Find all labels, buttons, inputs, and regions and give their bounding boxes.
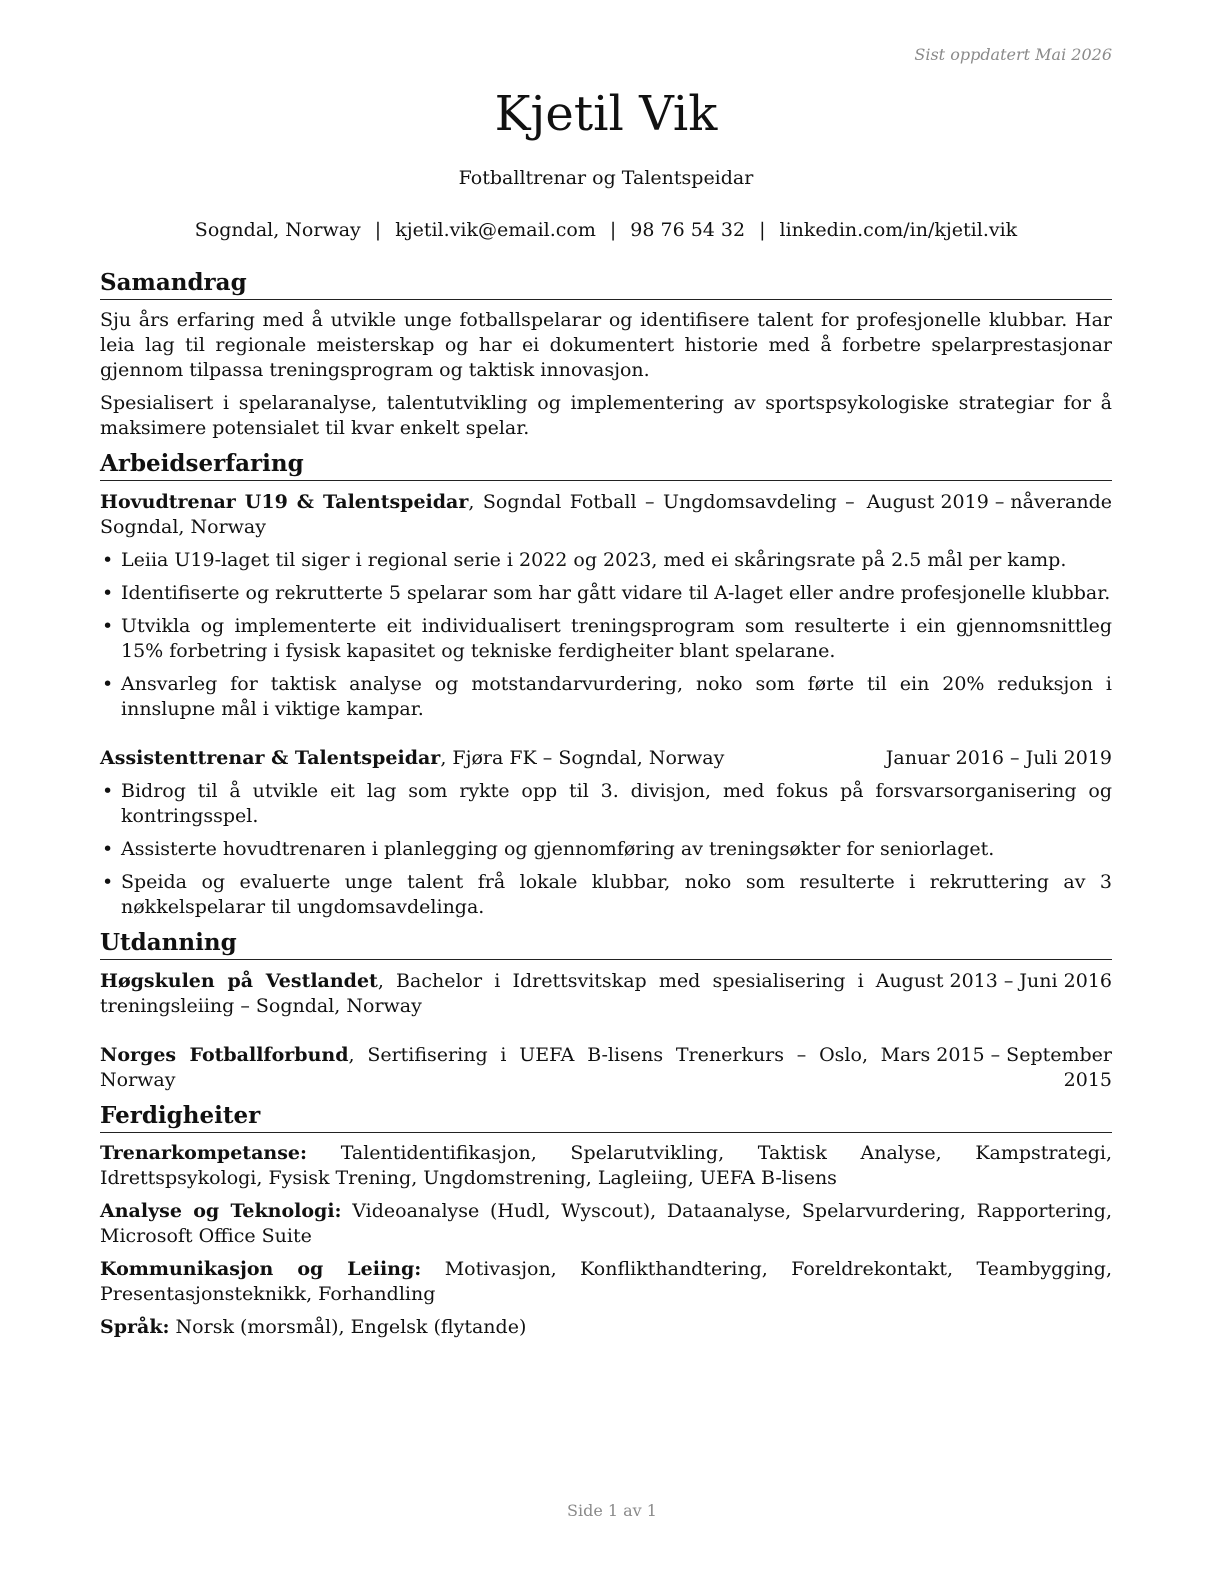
job-title-line — [100, 746, 886, 771]
skill-list: Motivasjon, Konflikthandtering, Foreldrekontakt, Teambygging, Presentasjonsteknikk, Forhandling — [100, 1257, 1112, 1305]
education-details: , Sertifisering i UEFA B-lisens Trenerkurs – Oslo, Norway — [100, 1043, 868, 1091]
contact-separator: | — [759, 219, 766, 241]
education-header — [100, 1043, 1112, 1093]
education-school: Norges Fotballforbund — [100, 1043, 349, 1066]
education-section — [100, 928, 1112, 1093]
education-title-line — [100, 969, 876, 1019]
skill-group — [100, 1141, 1112, 1191]
job-bullet: • Speida og evaluerte unge talent frå lokale klubbar, noko som resulterte i rekruttering av 3 nøkkelspelarar til ungdomsavdelinga. — [100, 870, 1112, 920]
resume-content — [100, 268, 1112, 1348]
page-number: Side 1 av 1 — [567, 1501, 657, 1520]
job-bullets — [100, 548, 1112, 722]
skill-list: Talentidentifikasjon, Spelarutvikling, Taktisk Analyse, Kampstrategi, Idrettspsykologi, Fysisk Trening, Ungdomstrening, Lagleiing, UEFA B-lisens — [100, 1141, 1112, 1189]
job-details: , Sogndal Fotball – Ungdomsavdeling – Sogndal, Norway — [100, 490, 855, 538]
experience-section — [100, 449, 1112, 920]
job-dates: August 2019 – nåverande — [866, 490, 1112, 513]
education-dates: Mars 2015 – September 2015 — [880, 1043, 1112, 1091]
skill-label: Trenarkompetanse: — [100, 1141, 308, 1164]
job-entry — [100, 490, 1112, 722]
job-header — [100, 490, 1112, 540]
job-bullet: • Leiia U19-laget til siger i regional serie i 2022 og 2023, med ei skåringsrate på 2.5 mål per kamp. — [100, 548, 1112, 573]
section-heading-education: Utdanning — [100, 928, 1112, 960]
skill-label: Språk: — [100, 1315, 170, 1338]
section-heading-summary: Samandrag — [100, 268, 1112, 300]
education-title-line — [100, 1043, 880, 1093]
resume-page — [100, 0, 1112, 1584]
skill-group — [100, 1199, 1112, 1249]
education-entry — [100, 969, 1112, 1019]
skill-group — [100, 1315, 1112, 1340]
job-bullet: • Bidrog til å utvikle eit lag som rykte opp til 3. divisjon, med fokus på forsvarsorganisering og kontringsspel. — [100, 779, 1112, 829]
skill-group — [100, 1257, 1112, 1307]
education-dates: August 2013 – Juni 2016 — [875, 969, 1112, 992]
education-entry — [100, 1043, 1112, 1093]
candidate-name: Kjetil Vik — [494, 86, 718, 142]
job-bullet: • Utvikla og implementerte eit individualisert treningsprogram som resulterte i ein gjennomsnittleg 15% forbetring i fysisk kapasitet og tekniske ferdigheiter blant spelarane. — [100, 614, 1112, 664]
contact-location: Sogndal, Norway — [194, 219, 361, 241]
contact-phone[interactable]: 98 76 54 32 — [630, 219, 746, 241]
contact-linkedin[interactable]: linkedin.com/in/kjetil.vik — [779, 219, 1018, 241]
skill-label: Kommunikasjon og Leiing: — [100, 1257, 422, 1280]
summary-section — [100, 268, 1112, 441]
job-entry — [100, 746, 1112, 920]
education-school: Høgskulen på Vestlandet — [100, 969, 378, 992]
summary-paragraph: Spesialisert i spelaranalyse, talentutvikling og implementering av sportspsykologiske strategiar for å maksimere potensialet til kvar enkelt spelar. — [100, 391, 1112, 439]
contact-line — [100, 219, 1112, 241]
education-details: , Bachelor i Idrettsvitskap med spesialisering i treningsleiing – Sogndal, Norway — [100, 969, 864, 1017]
job-bullet: • Assisterte hovudtrenaren i planlegging og gjennomføring av treningsøkter for seniorlaget. — [100, 837, 1112, 862]
job-dates: Januar 2016 – Juli 2019 — [885, 746, 1112, 769]
job-bullet: • Ansvarleg for taktisk analyse og motstandarvurdering, noko som førte til ein 20% reduksjon i innslupne mål i viktige kampar. — [100, 672, 1112, 722]
contact-separator: | — [374, 219, 382, 241]
section-heading-skills: Ferdigheiter — [100, 1101, 1112, 1133]
section-heading-experience: Arbeidserfaring — [100, 449, 1112, 481]
job-header — [100, 746, 1112, 771]
education-header — [100, 969, 1112, 1019]
job-bullets — [100, 779, 1112, 920]
job-bullet: • Identifiserte og rekrutterte 5 spelarar som har gått vidare til A-laget eller andre profesjonelle klubbar. — [100, 581, 1112, 606]
skill-list: Norsk (morsmål), Engelsk (flytande) — [169, 1315, 527, 1338]
last-updated: Sist oppdatert Mai 2026 — [914, 45, 1112, 64]
job-title-line — [100, 490, 867, 540]
job-role: Assistenttrenar & Talentspeidar — [100, 746, 441, 769]
summary-paragraph: Sju års erfaring med å utvikle unge fotballspelarar og identifisere talent for profesjonelle klubbar. Har leia lag til regionale meisterskap og har ei dokumentert historie med å forbetre spelarprestasjonar gjennom tilpassa treningsprogram og taktisk innovasjon. — [100, 308, 1112, 381]
job-role: Hovudtrenar U19 & Talentspeidar — [100, 490, 469, 513]
job-details: , Fjøra FK – Sogndal, Norway — [440, 746, 725, 769]
skills-section — [100, 1101, 1112, 1340]
contact-email[interactable]: kjetil.vik@email.com — [395, 219, 596, 241]
candidate-title: Fotballtrenar og Talentspeidar — [458, 167, 754, 189]
skill-label: Analyse og Teknologi: — [100, 1199, 342, 1222]
contact-separator: | — [609, 219, 617, 241]
skill-list: Videoanalyse (Hudl, Wyscout), Dataanalyse, Spelarvurdering, Rapportering, Microsoft Office Suite — [100, 1199, 1112, 1247]
